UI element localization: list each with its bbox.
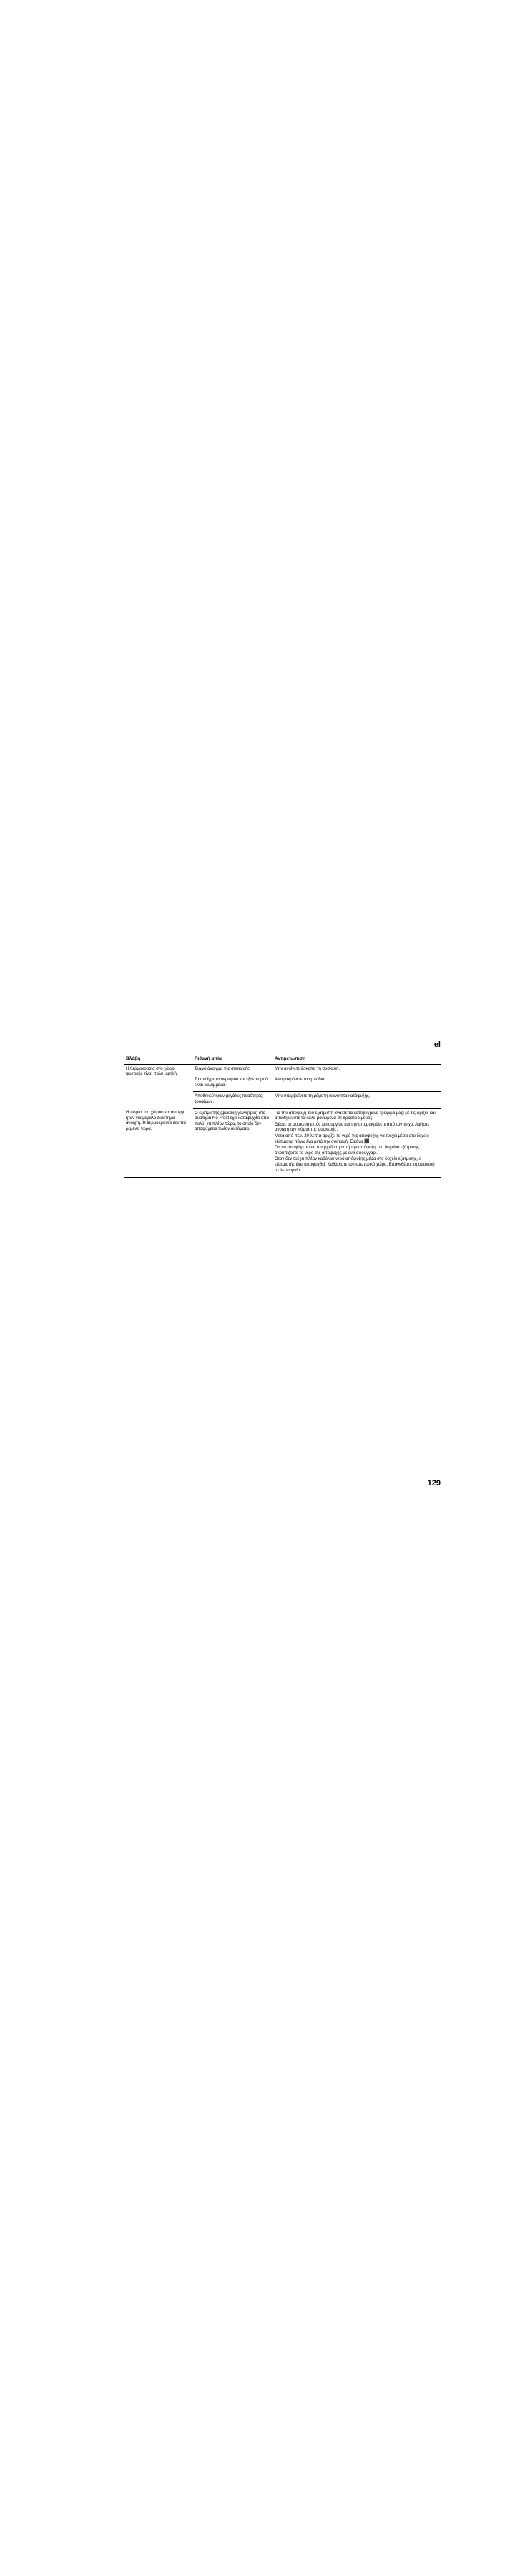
table-row bbox=[124, 1064, 441, 1075]
fault-cell: Η πόρτα του χώρου κατάψυξης ήταν για μεγάλο διάστημα ανοιχτή. Η θερμοκρασία δεν πα-ρεμένει τώρα. bbox=[124, 1108, 193, 1178]
remedy-paragraph: Όταν δεν τρέχει πλέον καθόλου νερό απόψυξης μέσα στο δοχείο εξάτμισης, ο εξατμιστής έχει αποψυχθεί. Καθαρίστε τον εσωτερικό χώρο. Επανεθέστε τη συσκευή σε λειτουργία. bbox=[275, 1157, 435, 1173]
cause-cell: Τα ανοίγματα αερισμού και εξαερισμού είναι καλυμμένα. bbox=[193, 1075, 273, 1092]
remedy-paragraph: Θέστε τη συσκευή εκτός λειτουργίας και την απομακρύνετε από τον τοίχο. Αφήστε ανοιχτή την πόρτα της συσκευής. bbox=[275, 1122, 430, 1133]
table-header-row bbox=[124, 1053, 441, 1064]
remedy-paragraph: Μετά από περ. 20 λεπτά αρχίζει το νερό της απόψυξης να τρέχει μέσα στο δοχείο εξάτμισης πάνω ένα μετά την συσκευή. Εικόνα ⬛ bbox=[275, 1133, 429, 1144]
language-code: el bbox=[433, 1040, 441, 1049]
troubleshooting-table bbox=[124, 1053, 441, 1178]
remedy-cell bbox=[273, 1108, 441, 1178]
cause-cell: Αποθηκεύτηκαν μεγάλες ποσότητες τροφίμων. bbox=[193, 1092, 273, 1108]
column-header-remedy: Αντιμετώπιση bbox=[273, 1053, 441, 1064]
cause-cell: Ο εξατμιστής (ψυκτική γεννήτρια) στο σύστημα No Frost έχει καταψυχθεί από πολύ, επιπλέον τώρα, το οποίο δεν αποψύχεται πλέον αυτόματα. bbox=[193, 1108, 273, 1178]
fault-cell: Η θερμοκρασία στο χώρο ψυκτικής είναι πολύ υψηλή. bbox=[126, 1066, 178, 1077]
table-row bbox=[124, 1108, 441, 1178]
column-header-fault: Βλάβη bbox=[124, 1053, 193, 1064]
cause-cell: Συχνό άνοιγμα της συσκευής. bbox=[193, 1064, 273, 1075]
remedy-cell: Μην υπερβαίνετε τη μέγιστη ικανότητα κατάψυξης. bbox=[273, 1092, 441, 1108]
remedy-paragraph: Για να αποφύγετε ενα υπερχείλιση αυτή την απόψυξη του δοχείου εξάτμισης, σκουπίζεστε το νερό της απόψυξης με ένα σφουγγάρι. bbox=[275, 1146, 421, 1156]
remedy-cell: Μην ανοίγετε άσκοπα τη συσκευή. bbox=[273, 1064, 441, 1075]
remedy-cell: Απομακρύνετε τα εμπόδια. bbox=[273, 1075, 441, 1092]
column-header-cause: Πιθανή αιτία bbox=[193, 1053, 273, 1064]
remedy-paragraph: Για την απόψυξη του εξατμιστή βγάλτε τα κατεψυγμένα τρόφιμα μαζί με τις φρίζες και αποθηκεύστε τα καλά μονωμένα σε δροσερό μέρος. bbox=[275, 1111, 436, 1121]
page-number: 129 bbox=[427, 1479, 441, 1488]
